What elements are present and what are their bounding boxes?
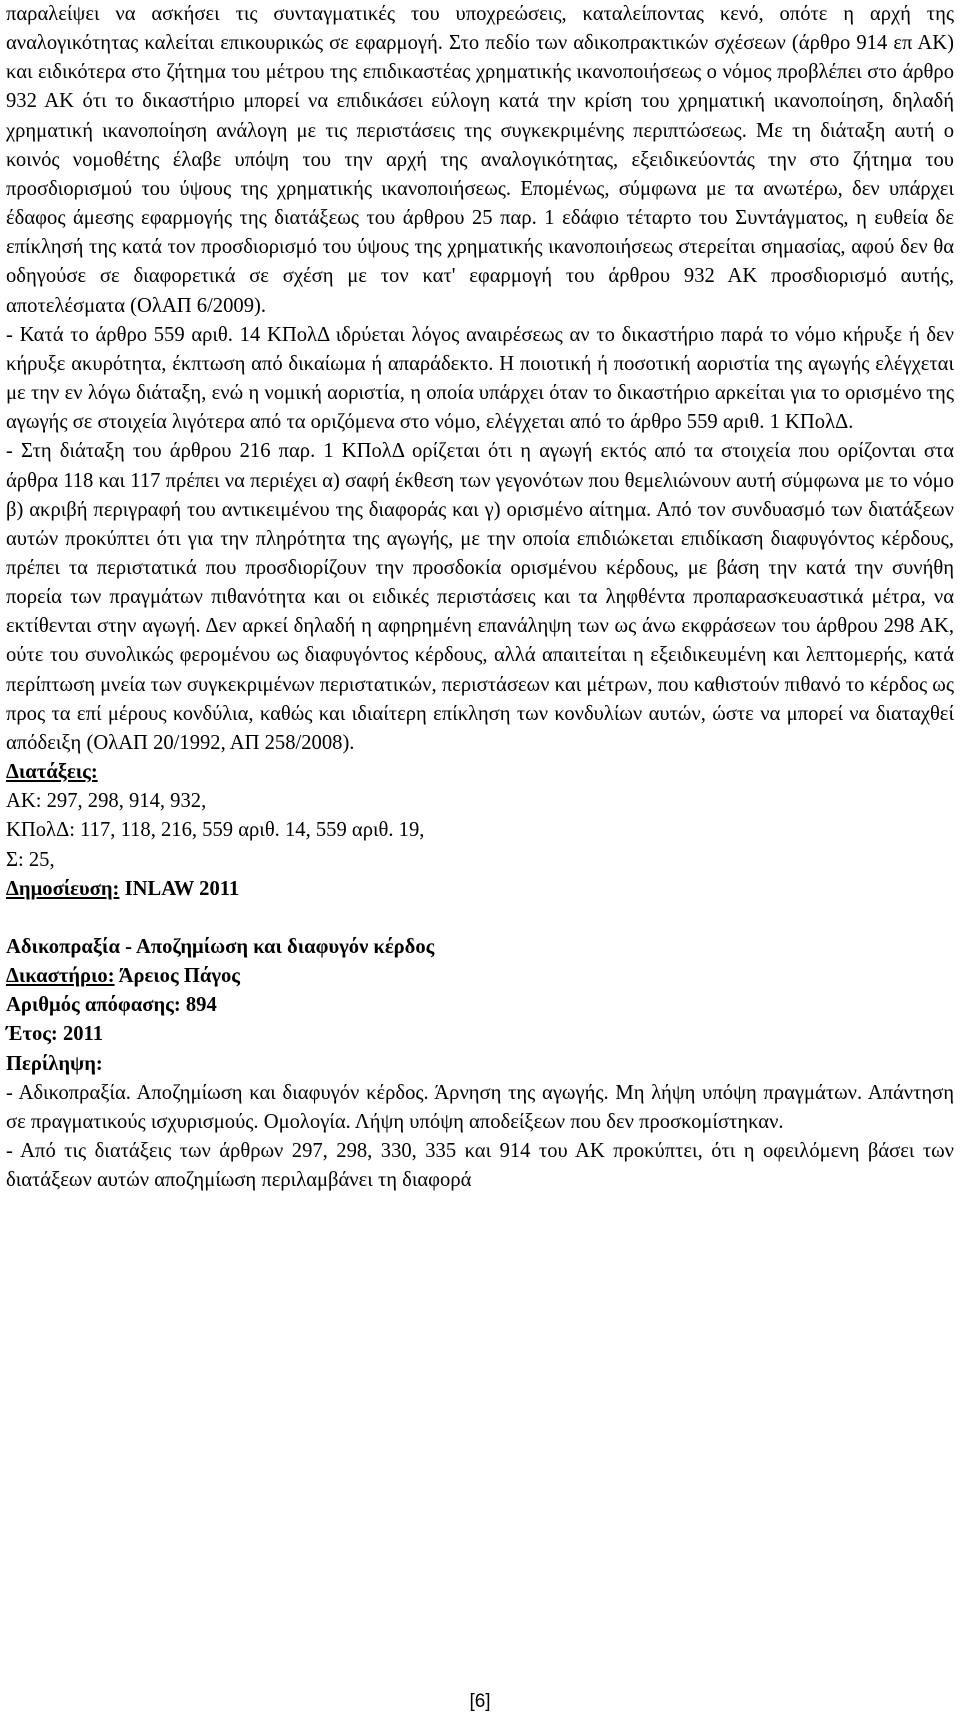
court-value: Άρειος Πάγος [114,965,240,988]
provisions-kpold: ΚΠολΔ: 117, 118, 216, 559 αριθ. 14, 559 αριθ. 19, [6,819,425,842]
paragraph-article-216: - Στη διάταξη του άρθρου 216 παρ. 1 ΚΠολΔ ορίζεται ότι η αγωγή εκτός από τα στοιχεία που ορίζονται στα άρθρα 118 και 117 πρέπει να περιέχει α) σαφή έκθεση των γεγονότων που θεμελιώνουν αυτή σύμφωνα με το νόμο β) ακριβή περιγραφή του αντικειμένου της διαφοράς και γ) ορισμένο αίτημα. Από τον συνδυασμό των διατάξεων αυτών προκύπτει ότι για την πληρότητα της αγωγής, με την οποία επιδιώκεται επιδίκαση διαφυγόντος κέρδους, πρέπει τα περιστατικά που προσδιορίζουν την προσδοκία ορισμένου κέρδους, με βάση την κατά την συνήθη πορεία των πραγμάτων πιθανότητα και οι ειδικές περιστάσεις και τα ληφθέντα προπαρασκευαστικά μέτρα, να εκτίθενται στην αγωγή. Δεν αρκεί δηλαδή η αφηρημένη επανάληψη των ως άνω εκφράσεων του άρθρου 298 ΑΚ, ούτε του συνολικώς φερομένου ως διαφυγόντος κέρδους, αλλά απαιτείται η εξειδικευμένη και λεπτομερής, κατά περίπτωση μνεία των συγκεκριμένων περιστατικών, περιστάσεων και μέτρων, που καθιστούν πιθανό το κέρδος ως προς τα επί μέρους κονδύλια, καθώς και ιδιαίτερη επίκληση των κονδυλίων αυτών, ώστε να μπορεί να διαταχθεί απόδειξη (ΟλΑΠ 20/1992, ΑΠ 258/2008). [6,440,954,754]
publication-label: Δημοσίευση: [6,877,120,900]
decision-number-value: 894 [180,994,217,1017]
paragraph-proportionality: παραλείψει να ασκήσει τις συνταγματικές του υποχρεώσεις, καταλείποντας κενό, οπότε η αρχή της αναλογικότητας καλείται επικουρικώς σε εφαρμογή. Στο πεδίο των αδικοπρακτικών σχέσεων (άρθρο 914 επ ΑΚ) και ειδικότερα στο ζήτημα του μέτρου της επιδικαστέας χρηματικής ικανοποιήσεως ο νόμος προβλέπει στο άρθρο 932 ΑΚ ότι το δικαστήριο μπορεί να επιδικάσει εύλογη κατά την κρίση του χρηματική ικανοποίηση, δηλαδή χρηματική ικανοποίηση ανάλογη με τις περιστάσεις της συγκεκριμένης περιπτώσεως. Με τη διάταξη αυτή ο κοινός νομοθέτης έλαβε υπόψη του την αρχή της αναλογικότητας, εξειδικεύοντάς την στο ζήτημα του προσδιορισμού του ύψους της χρηματικής ικανοποιήσεως. Επομένως, σύμφωνα με τα ανωτέρω, δεν υπάρχει έδαφος άμεσης εφαρμογής της διατάξεως του άρθρου 25 παρ. 1 εδάφιο τέταρτο του Συντάγματος, η ευθεία δε επίκλησή της κατά τον προσδιορισμό του ύψους της χρηματικής ικανοποιήσεως στερείται σημασίας, αφού δεν θα οδηγούσε σε διαφορετικά σε σχέση με τον κατ' εφαρμογή του άρθρου 932 ΑΚ προσδιορισμό αυτής, αποτελέσματα (ΟλΑΠ 6/2009). [6,3,954,317]
page-number: [6] [469,1691,491,1712]
spacer [6,904,954,933]
summary-paragraph-2: - Από τις διατάξεις των άρθρων 297, 298, 330, 335 και 914 του ΑΚ προκύπτει, ότι η οφειλόμενη βάσει των διατάξεων αυτών αποζημίωση περιλαμβάνει τη διαφορά [6,1140,954,1192]
paragraph-article-559: - Κατά το άρθρο 559 αριθ. 14 ΚΠολΔ ιδρύεται λόγος αναιρέσεως αν το δικαστήριο παρά το νόμο κήρυξε ή δεν κήρυξε ακυρότητα, έκπτωση από δικαίωμα ή απαράδεκτο. Η ποιοτική ή ποσοτική αοριστία της αγωγής ελέγχεται με την εν λόγω διάταξη, ενώ η νομική αοριστία, η οποία υπάρχει όταν το δικαστήριο αρκείται για το ορισμένο της αγωγής σε στοιχεία λιγότερα από τα οριζόμενα στο νόμο, ελέγχεται από το άρθρο 559 αριθ. 1 ΚΠολΔ. [6,323,954,434]
provisions-constitution: Σ: 25, [6,848,55,871]
publication-line [6,875,954,904]
year-value: 2011 [57,1023,103,1046]
document-body [6,0,954,1195]
provisions-heading: Διατάξεις: [6,761,98,784]
decision-number-line [6,991,954,1020]
court-line [6,962,954,991]
year-label: Έτος: [6,1023,58,1046]
summary-heading: Περίληψη: [6,1052,103,1075]
summary-paragraph-1: - Αδικοπραξία. Αποζημίωση και διαφυγόν κέρδος. Άρνηση της αγωγής. Μη λήψη υπόψη πραγμάτων. Απάντηση σε πραγματικούς ισχυρισμούς. Ομολογία. Λήψη υπόψη αποδείξεων που δεν προσκομίστηκαν. [6,1081,954,1133]
publication-value: INLAW 2011 [119,877,240,900]
provisions-ak: ΑΚ: 297, 298, 914, 932, [6,790,207,813]
case-title: Αδικοπραξία - Αποζημίωση και διαφυγόν κέρδος [6,935,435,958]
court-label: Δικαστήριο: [6,965,115,988]
decision-number-label: Αριθμός απόφασης: [6,994,181,1017]
year-line [6,1020,954,1049]
